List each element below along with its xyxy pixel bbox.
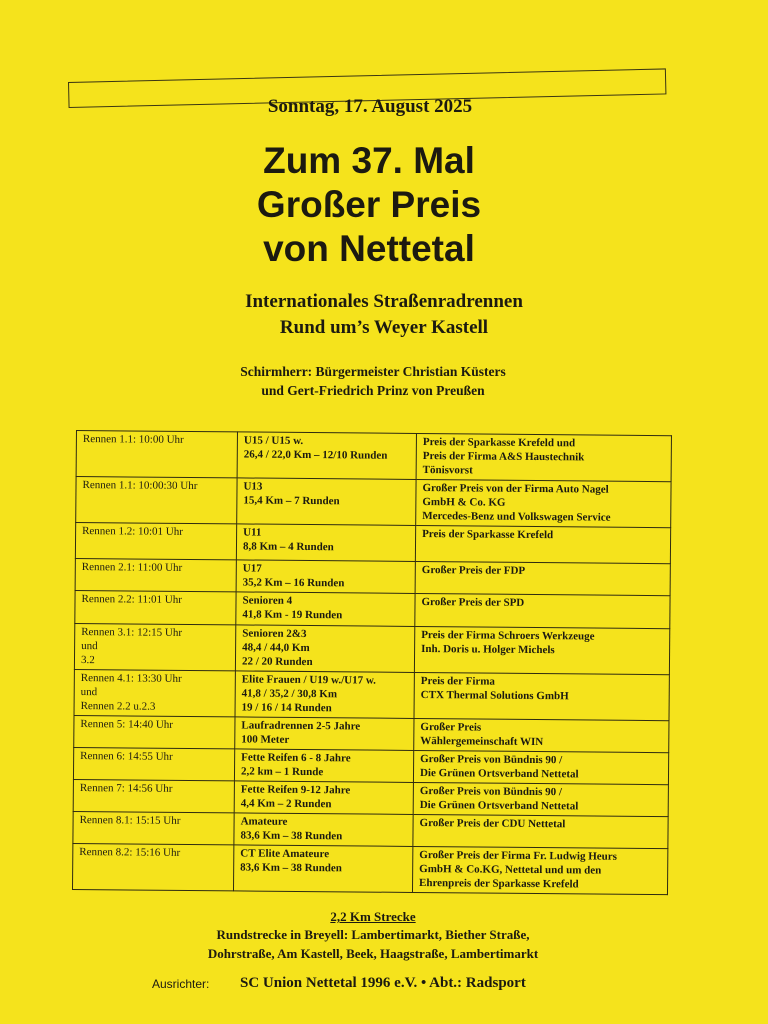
race-prize: Preis der Firma Schroers Werkzeuge Inh. Doris u. Holger Michels bbox=[414, 626, 669, 674]
race-time: Rennen 1.1: 10:00 Uhr bbox=[76, 431, 237, 478]
race-prize: Großer Preis der Firma Fr. Ludwig Heurs GmbH & Co.KG, Nettetal und um den Ehrenpreis der Sparkasse Krefeld bbox=[412, 846, 667, 894]
table-row bbox=[76, 431, 671, 482]
subtitle-line: Internationales Straßenradrennen bbox=[245, 291, 523, 312]
title-line: Großer Preis bbox=[256, 184, 482, 225]
race-time: Rennen 6: 14:55 Uhr bbox=[73, 747, 234, 780]
race-time: Rennen 1.2: 10:01 Uhr bbox=[75, 523, 236, 560]
race-class: Senioren 2&3 48,4 / 44,0 Km 22 / 20 Runden bbox=[235, 625, 414, 673]
race-prize: Großer Preis der SPD bbox=[415, 593, 670, 628]
race-time: Rennen 2.1: 11:00 Uhr bbox=[75, 558, 236, 591]
race-schedule-table bbox=[72, 430, 672, 895]
race-class: CT Elite Amateure 83,6 Km – 38 Runden bbox=[233, 845, 412, 893]
race-time: Rennen 4.1: 13:30 Uhr und Rennen 2.2 u.2.3 bbox=[74, 669, 235, 716]
race-time: Rennen 8.1: 15:15 Uhr bbox=[73, 811, 234, 844]
table-row bbox=[76, 477, 671, 528]
race-class: Senioren 4 41,8 Km - 19 Runden bbox=[236, 592, 415, 627]
race-class: Amateure 83,6 Km – 38 Runden bbox=[234, 813, 413, 847]
race-time: Rennen 7: 14:56 Uhr bbox=[73, 779, 234, 812]
race-time: Rennen 1.1: 10:00:30 Uhr bbox=[76, 477, 237, 524]
organizer-name: SC Union Nettetal 1996 e.V. • Abt.: Radsport bbox=[240, 975, 526, 991]
event-date: Sonntag, 17. August 2025 bbox=[267, 96, 473, 117]
race-time: Rennen 8.2: 15:16 Uhr bbox=[72, 843, 233, 890]
table-row bbox=[75, 558, 670, 595]
race-prize: Großer Preis der CDU Nettetal bbox=[413, 814, 668, 848]
subtitle bbox=[0, 289, 768, 341]
table-row bbox=[73, 747, 668, 784]
course-line: Rundstrecke in Breyell: Lambertimarkt, Biether Straße, bbox=[216, 927, 530, 942]
race-class: Laufradrennen 2-5 Jahre 100 Meter bbox=[235, 717, 414, 751]
patron-line: und Gert-Friedrich Prinz von Preußen bbox=[261, 383, 485, 398]
patron-info bbox=[0, 362, 746, 400]
title-line: von Nettetal bbox=[263, 228, 475, 269]
course-line: Dohrstraße, Am Kastell, Beek, Haagstraße, Lambertimarkt bbox=[207, 946, 539, 961]
race-class: U15 / U15 w. 26,4 / 22,0 Km – 12/10 Runden bbox=[237, 432, 416, 480]
race-prize: Preis der Sparkasse Krefeld und Preis der Firma A&S Haustechnik Tönisvorst bbox=[416, 433, 671, 481]
race-time: Rennen 5: 14:40 Uhr bbox=[74, 715, 235, 748]
race-prize: Großer Preis von Bündnis 90 / Die Grünen Ortsverband Nettetal bbox=[413, 750, 668, 784]
race-time: Rennen 2.2: 11:01 Uhr bbox=[75, 590, 236, 624]
table-row bbox=[74, 715, 669, 752]
race-class: U13 15,4 Km – 7 Runden bbox=[237, 478, 416, 526]
race-class: Fette Reifen 6 - 8 Jahre 2,2 km – 1 Runde bbox=[234, 749, 413, 783]
race-prize: Preis der Firma CTX Thermal Solutions GmbH bbox=[414, 672, 669, 720]
race-prize: Preis der Sparkasse Krefeld bbox=[415, 525, 670, 563]
race-prize: Großer Preis von Bündnis 90 / Die Grünen Ortsverband Nettetal bbox=[413, 782, 668, 816]
race-class: Elite Frauen / U19 w./U17 w. 41,8 / 35,2 / 30,8 Km 19 / 16 / 14 Runden bbox=[235, 671, 414, 719]
organizer-label: Ausrichter: bbox=[152, 977, 210, 991]
subtitle-line: Rund um’s Weyer Kastell bbox=[279, 317, 489, 338]
table-row bbox=[75, 590, 670, 628]
table-row bbox=[75, 523, 670, 564]
race-prize: Großer Preis von der Firma Auto Nagel GmbH & Co. KG Mercedes-Benz und Volkswagen Service bbox=[416, 479, 671, 527]
course-description bbox=[0, 925, 746, 963]
table-row bbox=[72, 843, 667, 894]
race-time: Rennen 3.1: 12:15 Uhr und 3.2 bbox=[74, 623, 235, 670]
table-row bbox=[74, 669, 669, 720]
table-row bbox=[73, 811, 668, 848]
course-title: 2,2 Km Strecke bbox=[330, 909, 416, 924]
race-prize: Großer Preis der FDP bbox=[415, 561, 670, 595]
race-class: Fette Reifen 9-12 Jahre 4,4 Km – 2 Runden bbox=[234, 781, 413, 815]
patron-line: Schirmherr: Bürgermeister Christian Küsters bbox=[240, 364, 506, 379]
table-row bbox=[73, 779, 668, 816]
race-class: U11 8,8 Km – 4 Runden bbox=[236, 524, 415, 562]
title-line: Zum 37. Mal bbox=[263, 140, 475, 181]
race-prize: Großer Preis Wählergemeinschaft WIN bbox=[414, 718, 669, 752]
main-title bbox=[0, 139, 738, 271]
table-row bbox=[74, 623, 669, 674]
race-class: U17 35,2 Km – 16 Runden bbox=[236, 560, 415, 594]
